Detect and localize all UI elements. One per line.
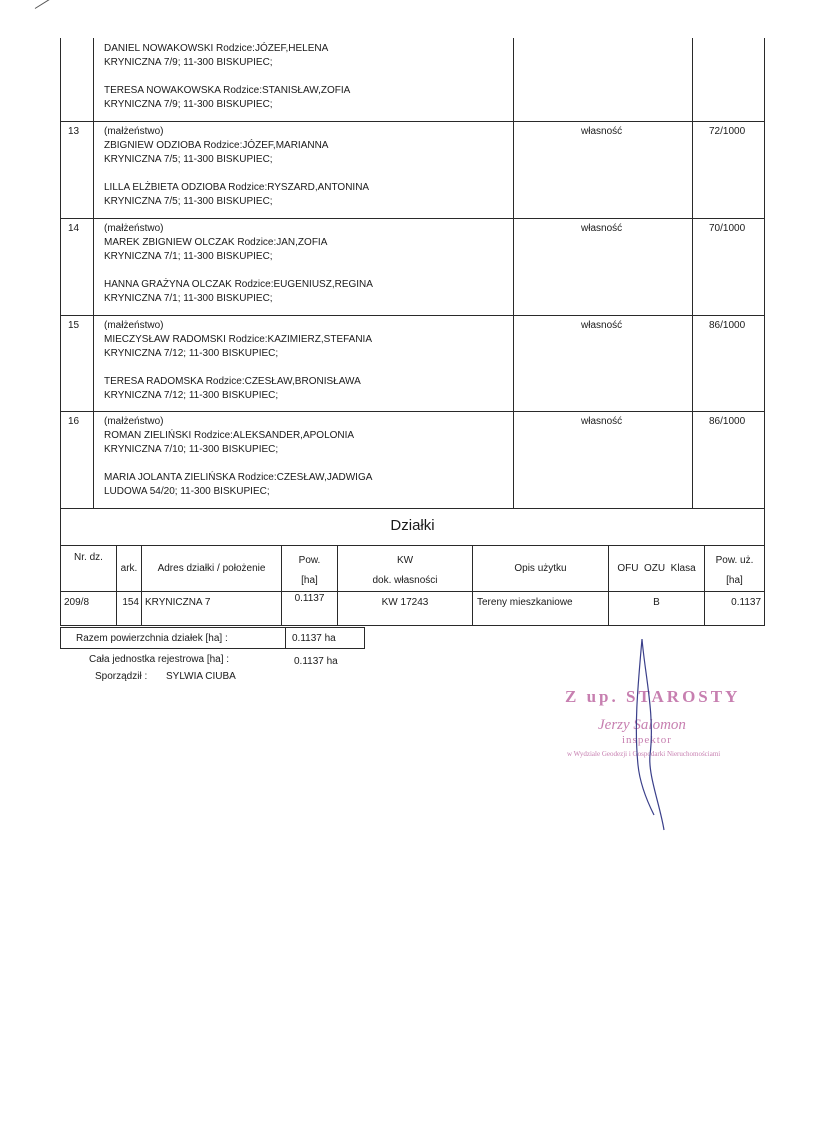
- owner-name-line: ZBIGNIEW ODZIOBA Rodzice:JÓZEF,MARIANNA: [104, 140, 329, 151]
- owner-entry-share: 72/1000: [709, 126, 746, 137]
- owner-name-line: ROMAN ZIELIŃSKI Rodzice:ALEKSANDER,APOLONIA: [104, 430, 355, 441]
- parcel-class: B: [653, 597, 660, 608]
- owners-row-separator: [60, 121, 765, 122]
- owner-name-line: TERESA NOWAKOWSKA Rodzice:STANISŁAW,ZOFIA: [104, 85, 351, 96]
- parcels-header-area-label: Pow.: [298, 555, 321, 566]
- owner-relation: (małżeństwo): [104, 320, 164, 331]
- stamp-title: Z up. STAROSTY: [565, 687, 741, 706]
- parcel-ark: 154: [122, 597, 139, 608]
- stamp-org: w Wydziale Geodezji i Gospodarki Nieruchomościami: [567, 750, 721, 758]
- owner-name-line: MIECZYSŁAW RADOMSKI Rodzice:KAZIMIERZ,STEFANIA: [104, 334, 373, 345]
- parcels-header-address: Adres działki / położenie: [157, 563, 266, 574]
- parcels-col-divider: [141, 545, 142, 625]
- owner-relation: (małżeństwo): [104, 223, 164, 234]
- owner-name-line: TERESA RADOMSKA Rodzice:CZESŁAW,BRONISŁAWA: [104, 376, 361, 387]
- owners-col-lp-divider: [93, 38, 94, 508]
- owner-address-line: KRYNICZNA 7/12; 11-300 BISKUPIEC;: [104, 390, 279, 401]
- signature-stroke: [636, 639, 664, 830]
- owner-name-line: MAREK ZBIGNIEW OLCZAK Rodzice:JAN,ZOFIA: [104, 237, 328, 248]
- owner-address-line: KRYNICZNA 7/1; 11-300 BISKUPIEC;: [104, 293, 273, 304]
- handwritten-signature: [620, 635, 680, 835]
- parcel-nr: 209/8: [64, 597, 90, 608]
- parcels-header-area-use-label: Pow. uż.: [715, 555, 754, 566]
- parcel-use: Tereny mieszkaniowe: [477, 597, 573, 608]
- owner-entry-lp: 13: [68, 126, 80, 137]
- owner-entry-right-type: własność: [581, 320, 623, 331]
- parcels-header-area-unit: [ha]: [301, 575, 318, 586]
- parcels-title: Działki: [390, 517, 435, 534]
- summary-total-label: Razem powierzchnia działek [ha] :: [76, 633, 228, 644]
- owner-entry-persons: [104, 125, 369, 209]
- owner-entry-lp: 15: [68, 320, 80, 331]
- parcels-header-ark: ark.: [120, 563, 138, 574]
- parcel-area: 0.1137: [294, 593, 325, 604]
- owner-relation: (małżeństwo): [104, 126, 164, 137]
- owners-col-right-divider: [513, 38, 514, 508]
- parcel-kw: KW 17243: [381, 597, 429, 608]
- scan-mark-top-left: [35, 0, 64, 9]
- parcels-header-top-line: [60, 545, 765, 546]
- parcels-header-nr: Nr. dz.: [74, 552, 103, 563]
- parcels-header-class: OFU OZU Klasa: [617, 563, 696, 574]
- stamp-name: Jerzy Salomon: [598, 717, 686, 733]
- owner-address-line: KRYNICZNA 7/5; 11-300 BISKUPIEC;: [104, 154, 273, 165]
- owners-row-separator: [60, 315, 765, 316]
- parcels-header-bottom-line: [60, 591, 765, 592]
- owner-address-line: KRYNICZNA 7/10; 11-300 BISKUPIEC;: [104, 444, 279, 455]
- owners-row-separator: [60, 218, 765, 219]
- owner-entry-share: 70/1000: [709, 223, 746, 234]
- summary-total-divider: [285, 627, 286, 649]
- owner-address-line: KRYNICZNA 7/9; 11-300 BISKUPIEC;: [104, 57, 273, 68]
- parcel-area-use: 0.1137: [731, 597, 761, 608]
- prepared-by-value: SYLWIA CIUBA: [166, 671, 236, 682]
- owner-entry-persons: [104, 222, 373, 306]
- owner-address-line: KRYNICZNA 7/9; 11-300 BISKUPIEC;: [104, 99, 273, 110]
- summary-total-value: 0.1137 ha: [292, 633, 336, 644]
- owner-relation: (małżeństwo): [104, 416, 164, 427]
- parcels-header-area: [281, 551, 338, 591]
- owner-name-line: HANNA GRAŻYNA OLCZAK Rodzice:EUGENIUSZ,REGINA: [104, 279, 373, 290]
- owner-entry-lp: 16: [68, 416, 80, 427]
- owner-entry-right-type: własność: [581, 416, 623, 427]
- owners-row-separator: [60, 508, 765, 509]
- stamp-role: inspektor: [622, 734, 672, 746]
- parcel-address: KRYNICZNA 7: [145, 597, 211, 608]
- owner-address-line: KRYNICZNA 7/5; 11-300 BISKUPIEC;: [104, 196, 273, 207]
- parcels-header-use: Opis użytku: [514, 563, 567, 574]
- owner-address-line: KRYNICZNA 7/12; 11-300 BISKUPIEC;: [104, 348, 279, 359]
- owner-entry-share: 86/1000: [709, 320, 746, 331]
- owner-entry-persons: [104, 415, 372, 499]
- owner-address-line: LUDOWA 54/20; 11-300 BISKUPIEC;: [104, 486, 270, 497]
- parcels-header-kw: [337, 551, 473, 591]
- owner-address-line: KRYNICZNA 7/1; 11-300 BISKUPIEC;: [104, 251, 273, 262]
- prepared-by-label: Sporządził :: [95, 671, 148, 682]
- owner-name-line: LILLA ELŻBIETA ODZIOBA Rodzice:RYSZARD,ANTONINA: [104, 182, 370, 193]
- parcels-table-bottom-line: [60, 625, 765, 626]
- owner-entry-right-type: własność: [581, 223, 623, 234]
- summary-unit-value: 0.1137 ha: [294, 656, 338, 667]
- owners-col-share-divider: [692, 38, 693, 508]
- parcels-header-kw-doc: dok. własności: [372, 575, 438, 586]
- owners-row-separator: [60, 411, 765, 412]
- owner-entry-share: 86/1000: [709, 416, 746, 427]
- owner-entry-lp: 14: [68, 223, 80, 234]
- parcels-header-kw-label: KW: [396, 555, 414, 566]
- owner-entry-right-type: własność: [581, 126, 623, 137]
- summary-unit-label: Cała jednostka rejestrowa [ha] :: [89, 654, 230, 665]
- parcels-col-divider: [608, 545, 609, 625]
- owner-entry-persons: [104, 319, 372, 403]
- parcels-header-area-use-unit: [ha]: [726, 575, 743, 586]
- owners-col-right-border: [764, 38, 765, 508]
- parcels-header-area-use: [704, 551, 765, 591]
- owner-name-line: DANIEL NOWAKOWSKI Rodzice:JÓZEF,HELENA: [104, 43, 329, 54]
- owner-entry-persons: [104, 42, 350, 112]
- owners-col-left-border: [60, 38, 61, 508]
- owner-name-line: MARIA JOLANTA ZIELIŃSKA Rodzice:CZESŁAW,JADWIGA: [104, 472, 373, 483]
